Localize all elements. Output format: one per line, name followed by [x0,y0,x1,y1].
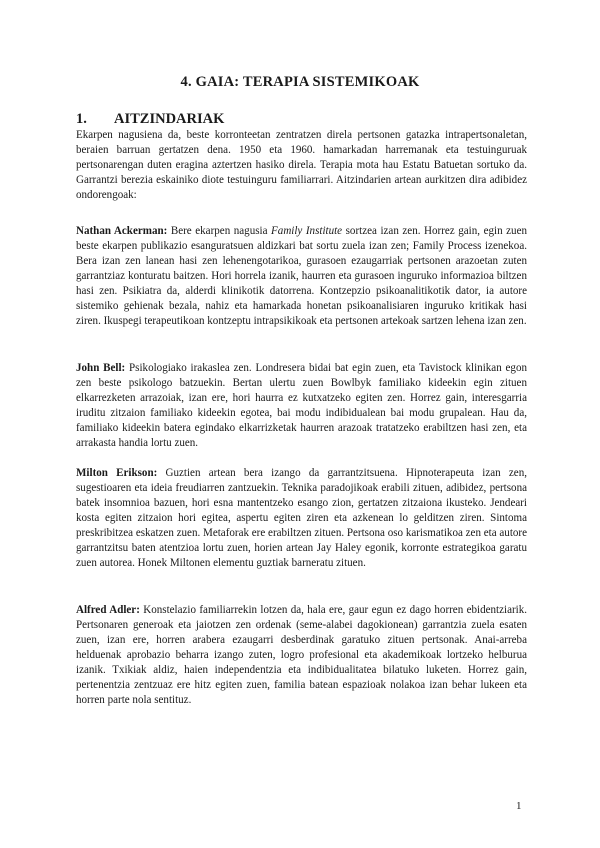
pioneer-text-continued: sortzea izan zen. Horrez gain, egin zuen beste ekarpen publikazio esanguratsuen aldizkari bat sortu zuela izan zen; Family Process izenekoa. Bera izan zen lanean hasi zen lehenengotarikoa, gurasoen ezaugarriak pertsonen arazoetan zuten garrantziaz konturatu baitzen. Hori horrela izanik, haurren eta gurasoen inguruko informazioa biltzen hasi zen. Psikiatra da, alderdi klinikotik datorrena. Kontzepzio psikoanalitikotik dator, ia autore sistemiko gehienak bezala, nahiz eta hamarkada honetan psikoanalisiaren inguruko kritikak hasi ziren. Ikuspegi terapeutikoan kontzeptu intrapsikikoak eta pertsonen artekoak sartzen lehena izan zen. [76,225,527,327]
pioneer-text: Konstelazio familiarrekin lotzen da, hala ere, gaur egun ez dago horren ebidentziarik. Pertsonaren generoak eta jaiotzen zen ordenak (seme-alabei dagokionean) garrantzia zuela esaten zuen, izan ere, horren arabera ezaugarri desberdinak garatuko zituen pertsonak. Anai-arreba helduenak aprobazio beharra izango zuten, logro profesional eta akademikoak lortzeko helburua izanik. Txikiak aldiz, haien independentzia eta indibidualitatea bilatuko luketen. Horrez gain, pertenentzia zentzuaz ere hitz egiten zuen, familia batean espazioak nolakoa izan behar lukeen eta horren parte nola sentituz. [76,604,528,706]
pioneer-paragraph-adler [76,603,527,708]
pioneer-name: Alfred Adler: [76,604,140,616]
section-number: 1. [76,111,87,127]
pioneer-paragraph-erikson [76,466,527,571]
pioneer-name: Nathan Ackerman: [76,225,168,237]
section-title: AITZINDARIAK [114,111,225,127]
pioneer-paragraph-ackerman [76,224,527,329]
pioneer-paragraph-bell [76,361,527,451]
pioneer-name: John Bell: [76,362,126,374]
section-heading [76,111,224,128]
pioneer-italic: Family Institute [271,225,343,237]
pioneer-name: Milton Erikson: [76,467,158,479]
pioneer-text: Guztien artean bera izango da garrantzitsuena. Hipnoterapeuta izan zen, sugestioaren eta ideia freudiarren zantzuekin. Teknika paradojikoak erabili zituen, adibidez, pertsona batek insomnioa bazuen, hori esna mantentzeko esango zion, gertatzen zitzaiona ikusteko. Jendeari kosta egiten zitzaion hori egitea, aspertu egiten ziren eta azkenean lo gelditzen ziren. Sintoma preskribitzea eskatzen zuen. Metaforak ere erabiltzen zituen. Pertsona oso karismatikoa zen eta autore garrantzitsu baten atentzioa lortu zuen, horien artean Jay Haley egonik, korronte estrategikoa garatu zuen autorea. Honek Miltonen elementu guztiak barneratu zituen. [76,467,527,569]
intro-paragraph: Ekarpen nagusiena da, beste korronteetan zentratzen direla pertsonen gatazka intrapertsonaletan, beraien barruan gertatzen dena. 1950 eta 1960. hamarkadan harremanak eta testuinguruak pertsonarengan duten eragina aztertzen hasiko direla. Terapia mota hau Estatu Batuetan sortuko da. Garrantzi berezia eskainiko diote testuinguru familiarrari. Aitzindarien artean aurkitzen dira adibidez ondorengoak: [76,129,527,201]
document-title: 4. GAIA: TERAPIA SISTEMIKOAK [180,74,420,90]
pioneer-text: Psikologiako irakaslea zen. Londresera bidai bat egin zuen, eta Tavistock klinikan egon zen beste psikologo batzuekin. Bertan ulertu zuen Bowlbyk familiako kideekin egin zituen elkarrezketen arrazoiak, izan ere, hori haurra ez kutxatzeko egiten zen. Horrez gain, interesgarria iruditu zitzaion familiako kideekin egotea, bai modu indibidualean bai modu grupalean. Hau da, familiako kideekin batera egindako elkarrizketak haurren arazoak tratatzeko erabiltzen hasi zen, eta arrakasta handia lortu zuen. [76,362,527,449]
page-number: 1 [516,800,522,812]
pioneer-text: Bere ekarpen nagusia [167,225,272,237]
